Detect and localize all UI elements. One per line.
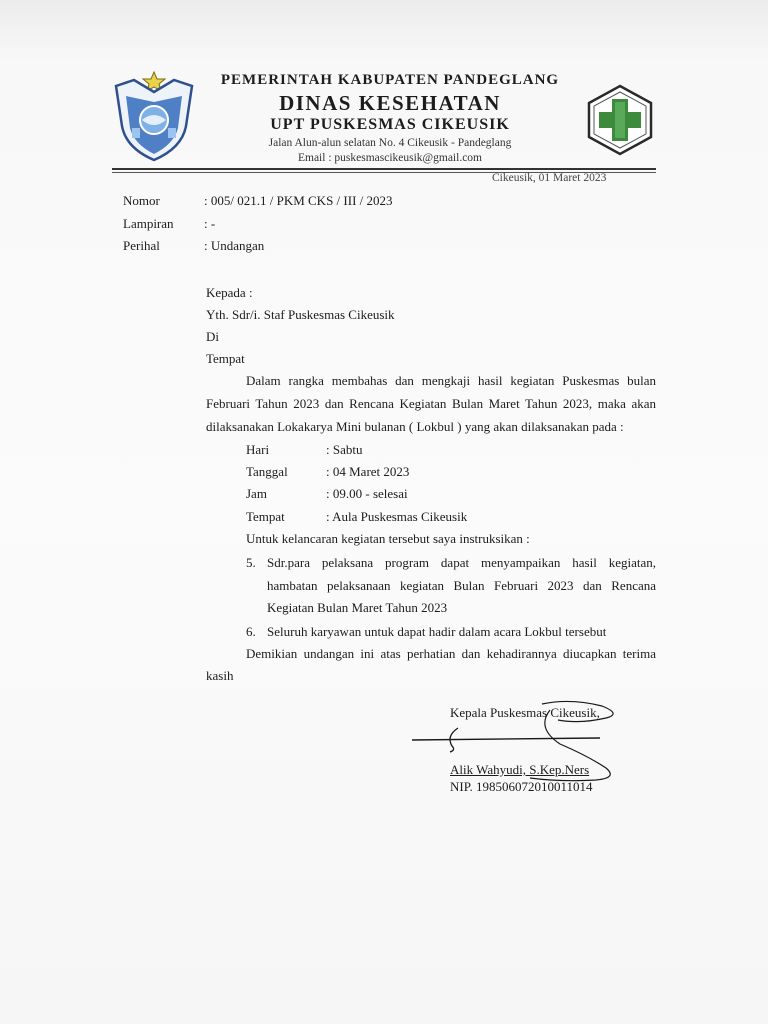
instructions-intro: Untuk kelancaran kegiatan tersebut saya instruksikan : — [246, 531, 530, 546]
closing-line-1: Demikian undangan ini atas perhatian dan kehadirannya diucapkan terima — [246, 646, 656, 661]
signatory-nip: NIP. 198506072010011014 — [450, 779, 593, 794]
header-rule-thick — [112, 168, 656, 170]
lampiran-value: : - — [204, 216, 216, 231]
instruction-number-6: 6. — [246, 624, 256, 639]
schedule-label-hari: Hari — [246, 442, 270, 457]
header-unit: UPT PUSKESMAS CIKEUSIK — [270, 116, 510, 133]
perihal-value: : Undangan — [204, 238, 265, 253]
lampiran-label: Lampiran — [123, 216, 174, 231]
closing-line-2: kasih — [206, 668, 234, 683]
schedule-value-tanggal: : 04 Maret 2023 — [326, 464, 410, 479]
nomor-value: : 005/ 021.1 / PKM CKS / III / 2023 — [204, 193, 393, 208]
body-line-1: Dalam rangka membahas dan mengkaji hasil kegiatan Puskesmas bulan — [246, 373, 656, 388]
perihal-label: Perihal — [123, 238, 160, 253]
di-label: Di — [206, 329, 219, 344]
header-department: DINAS KESEHATAN — [279, 91, 501, 115]
recipient-line: Yth. Sdr/i. Staf Puskesmas Cikeusik — [206, 307, 395, 322]
schedule-label-tempat: Tempat — [246, 509, 285, 524]
instruction-5-line-2: hambatan pelaksanaan kegiatan Bulan Februari 2023 dan Rencana — [267, 578, 656, 593]
signature-title: Kepala Puskesmas Cikeusik, — [450, 705, 600, 720]
tempat-label: Tempat — [206, 351, 245, 366]
body-line-2: Februari Tahun 2023 dan Rencana Kegiatan Bulan Maret Tahun 2023, maka akan — [206, 396, 656, 411]
header-address: Jalan Alun-alun selatan No. 4 Cikeusik - Pandeglang — [268, 137, 512, 149]
schedule-value-tempat: : Aula Puskesmas Cikeusik — [326, 509, 468, 524]
header-email: Email : puskesmascikeusik@gmail.com — [297, 152, 483, 164]
signatory-name: Alik Wahyudi, S.Kep.Ners — [450, 762, 590, 777]
instruction-5-line-1: Sdr.para pelaksana program dapat menyampaikan hasil kegiatan, — [267, 555, 656, 570]
instruction-6-line-1: Seluruh karyawan untuk dapat hadir dalam acara Lokbul tersebut — [267, 624, 607, 639]
nomor-label: Nomor — [123, 193, 160, 208]
schedule-label-jam: Jam — [246, 486, 267, 501]
header-government: PEMERINTAH KABUPATEN PANDEGLANG — [220, 72, 560, 88]
schedule-value-jam: : 09.00 - selesai — [326, 486, 408, 501]
regency-crest-logo — [112, 70, 196, 162]
body-line-3: dilaksanakan Lokakarya Mini bulanan ( Lokbul ) yang akan dilaksanakan pada : — [206, 419, 624, 434]
place-date: Cikeusik, 01 Maret 2023 — [492, 172, 607, 184]
instruction-5-line-3: Kegiatan Bulan Maret Tahun 2023 — [267, 600, 448, 615]
kepada-label: Kepada : — [206, 285, 253, 300]
instruction-number-5: 5. — [246, 555, 256, 570]
schedule-label-tanggal: Tanggal — [246, 464, 288, 479]
schedule-value-hari: : Sabtu — [326, 442, 363, 457]
puskesmas-cross-logo — [585, 84, 655, 156]
